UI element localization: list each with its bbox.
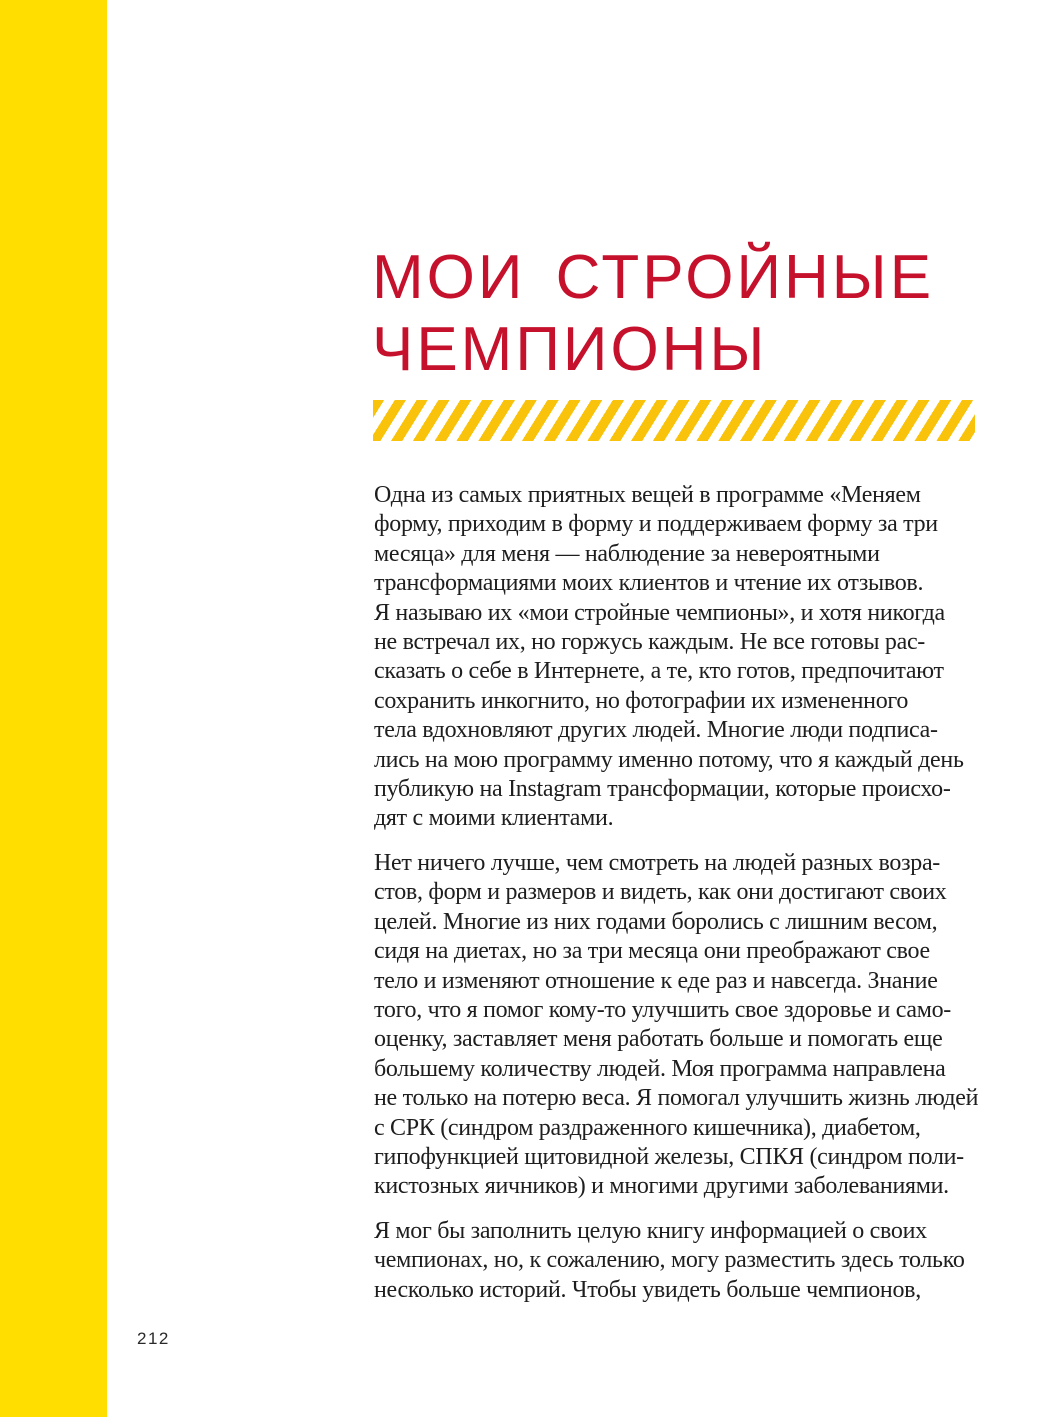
body-text <box>374 481 994 1320</box>
text-line: сохранить инкогнито, но фотографии их измененного <box>374 687 909 714</box>
text-line: не встречал их, но горжусь каждым. Не все готовы рас- <box>374 629 925 656</box>
page-title-line-1: МОИ СТРОЙНЫЕ <box>372 243 935 312</box>
text-line: сказать о себе в Интернете, а те, кто готов, предпочитают <box>374 658 944 685</box>
text-line: Одна из самых приятных вещей в программе «Меняем <box>374 482 921 508</box>
text-line: с СРК (синдром раздраженного кишечника), диабетом, <box>374 1114 921 1141</box>
page-number: 212 <box>137 1329 170 1348</box>
text-line: стов, форм и размеров и видеть, как они достигают своих <box>374 879 947 906</box>
text-line: тело и изменяют отношение к еде раз и навсегда. Знание <box>374 967 938 994</box>
text-line: публикую на Instagram трансформации, которые происхо- <box>374 776 951 803</box>
text-line: Я мог бы заполнить целую книгу информацией о своих <box>374 1217 927 1244</box>
paragraph <box>374 481 994 834</box>
text-line: Нет ничего лучше, чем смотреть на людей разных возра- <box>374 849 940 876</box>
text-line: лись на мою программу именно потому, что я каждый день <box>374 746 964 773</box>
diagonal-stripes-decoration <box>373 400 975 441</box>
text-line: сидя на диетах, но за три месяца они преображают свое <box>374 938 930 965</box>
paragraph <box>374 1217 994 1305</box>
text-line: не только на потерю веса. Я помогал улучшить жизнь людей <box>374 1085 979 1112</box>
text-line: большему количеству людей. Моя программа направлена <box>374 1055 946 1082</box>
text-line: дят с моими клиентами. <box>374 805 614 832</box>
text-line: оценку, заставляет меня работать больше и помогать еще <box>374 1026 943 1053</box>
page-title-line-2: ЧЕМПИОНЫ <box>372 315 768 384</box>
text-line: трансформациями моих клиентов и чтение их отзывов. <box>374 570 924 597</box>
text-line: чемпионах, но, к сожалению, могу разместить здесь только <box>374 1247 965 1274</box>
text-line: гипофункцией щитовидной железы, СПКЯ (синдром поли- <box>374 1143 964 1170</box>
text-line: несколько историй. Чтобы увидеть больше чемпионов, <box>374 1276 921 1303</box>
left-accent-bar <box>0 0 107 1417</box>
text-line: месяца» для меня — наблюдение за невероятными <box>374 540 880 567</box>
paragraph <box>374 849 994 1202</box>
text-line: Я называю их «мои стройные чемпионы», и хотя никогда <box>374 599 945 626</box>
text-line: форму, приходим в форму и поддерживаем форму за три <box>374 511 938 538</box>
text-line: целей. Многие из них годами боролись с лишним весом, <box>374 908 938 935</box>
page-title <box>372 242 934 386</box>
text-line: кистозных яичников) и многими другими заболеваниями. <box>374 1173 949 1200</box>
text-line: тела вдохновляют других людей. Многие люди подписа- <box>374 717 938 744</box>
text-line: того, что я помог кому-то улучшить свое здоровье и само- <box>374 996 951 1023</box>
